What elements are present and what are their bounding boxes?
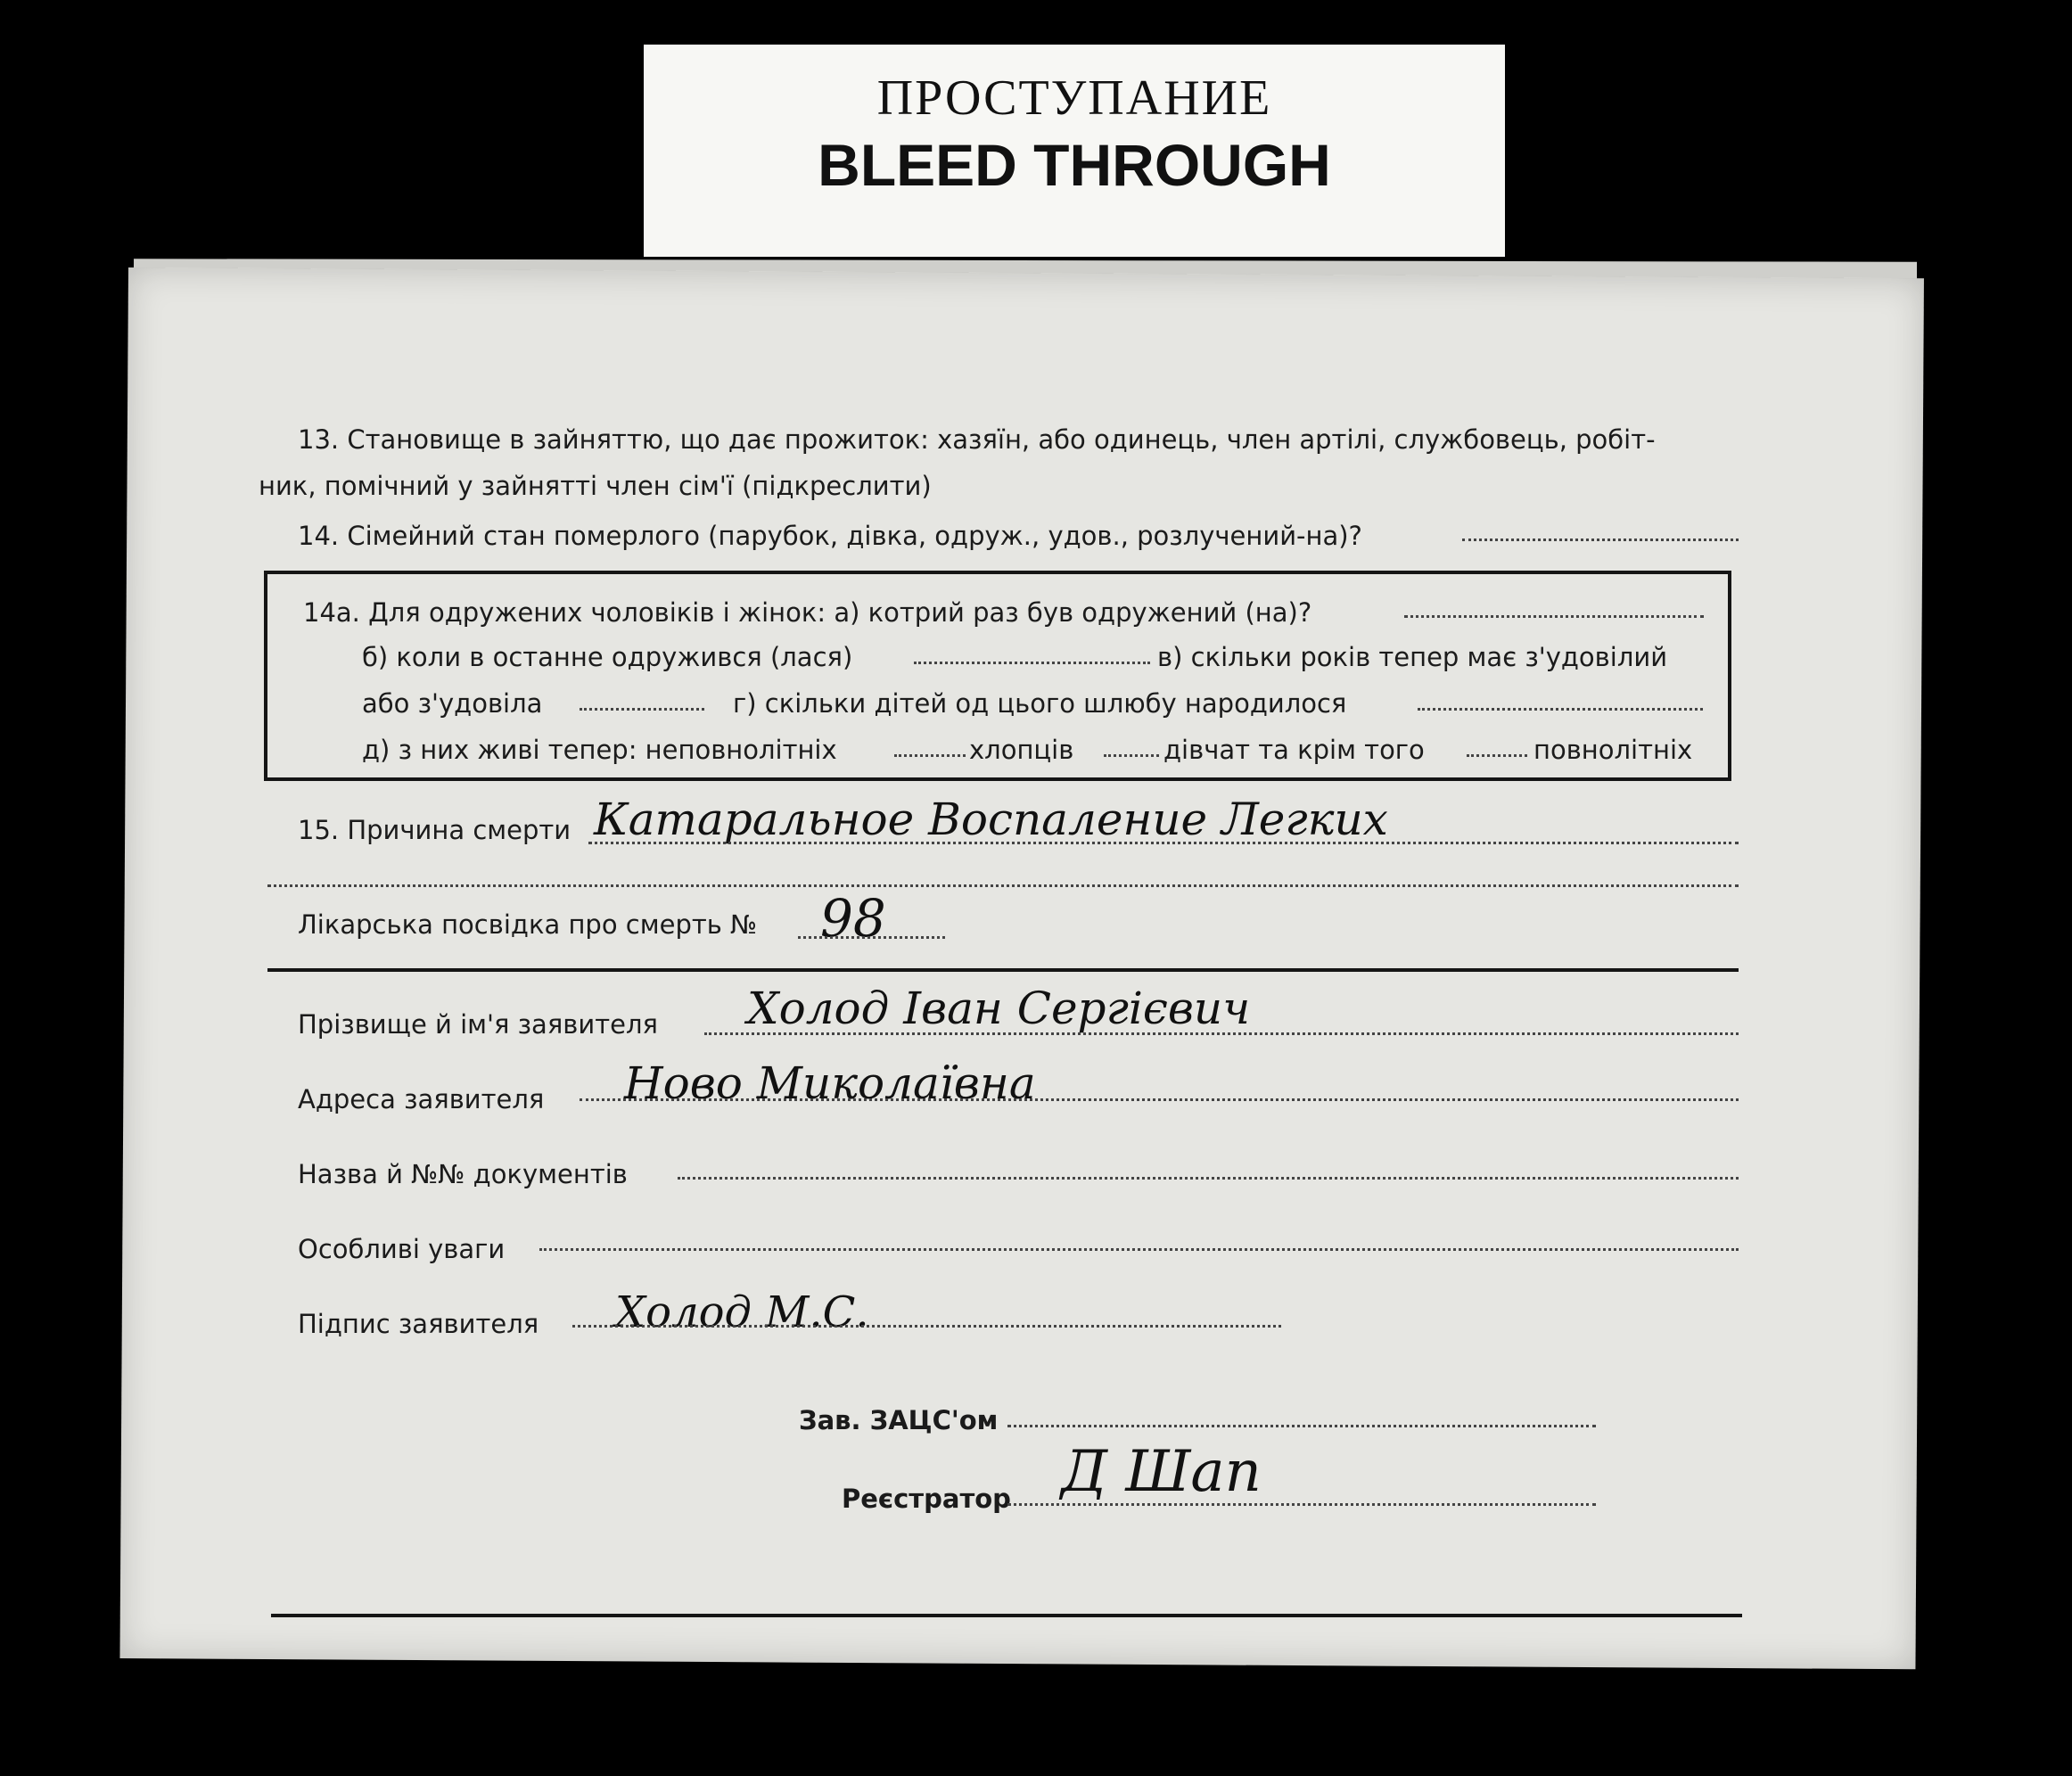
item14a-line4-b: хлопців	[969, 735, 1074, 765]
item14a-line3-answer-b	[1418, 708, 1703, 711]
registrar-signature: Д Шап	[1061, 1439, 1262, 1505]
registrar-label: Реєстратор	[842, 1484, 1011, 1514]
head-signature-line	[1007, 1425, 1596, 1427]
bleed-through-label-card	[644, 45, 1505, 257]
signature-line	[572, 1325, 1281, 1328]
item14-label: 14. Сімейний стан померлого (парубок, дівка, одруж., удов., розлучений-на)?	[298, 521, 1362, 551]
certificate-number-value: 98	[820, 888, 886, 949]
applicant-address-value: Ново Миколаївна	[624, 1057, 1036, 1109]
section-divider-bottom	[271, 1614, 1742, 1617]
item14a-line4-d: повнолітніх	[1533, 735, 1693, 765]
item14a-line3-answer-a	[580, 708, 704, 711]
label-ukrainian: ПРОСТУПАНИЕ	[876, 70, 1272, 126]
certificate-answer-line	[798, 936, 945, 939]
item15-answer-line-1	[588, 842, 1739, 844]
item14a-line4-c: дівчат та крім того	[1163, 735, 1425, 765]
applicant-name-line	[704, 1032, 1739, 1035]
remarks-label: Особливі уваги	[298, 1234, 506, 1264]
item15-answer-line-2	[267, 884, 1739, 887]
item14a-line3-b: г) скільки дітей од цього шлюбу народилося	[733, 688, 1347, 719]
applicant-address-label: Адреса заявителя	[298, 1084, 545, 1114]
signature-label: Підпис заявителя	[298, 1309, 539, 1339]
documents-label: Назва й №№ документів	[298, 1159, 628, 1189]
item14a-line2-answer-a	[914, 662, 1150, 664]
label-english: BLEED THROUGH	[818, 132, 1331, 198]
item14a-line1-answer	[1404, 615, 1704, 618]
item15-handwritten-value: Катаральное Воспаление Легких	[594, 793, 1388, 845]
item14a-line2-a: б) коли в останне одружився (лася)	[362, 642, 853, 672]
remarks-line	[539, 1248, 1739, 1251]
item15-label: 15. Причина смерти	[298, 815, 571, 845]
item14a-line2-b: в) скільки років тепер має з'удовілий	[1157, 642, 1668, 672]
registrar-signature-line	[1007, 1503, 1596, 1506]
item14-answer-line	[1462, 539, 1739, 541]
applicant-name-label: Прізвище й ім'я заявителя	[298, 1009, 658, 1040]
item14a-line4-a: д) з них живі тепер: неповнолітніх	[362, 735, 837, 765]
item14a-line4-answer-b	[1104, 754, 1159, 757]
item14a-line3-a: або з'удовіла	[362, 688, 543, 719]
item13-line1: 13. Становище в зайняттю, що дає прожиток: хазяїн, або одинець, член артілі, службовець, робіт-	[298, 424, 1656, 455]
documents-line	[678, 1177, 1739, 1180]
applicant-name-value: Холод Іван Сергієвич	[747, 983, 1251, 1034]
applicant-address-line	[580, 1098, 1739, 1101]
head-label: Зав. ЗАЦС'ом	[799, 1405, 999, 1435]
section-divider-top	[267, 968, 1739, 972]
item14a-line4-answer-c	[1467, 754, 1527, 757]
applicant-signature-value: Холод М.С.	[615, 1287, 869, 1337]
item13-line2: ник, помічний у зайнятті член сім'ї (підкреслити)	[259, 471, 932, 501]
item14a-line1: 14а. Для одружених чоловіків і жінок: а) котрий раз був одружений (на)?	[303, 597, 1312, 628]
certificate-label: Лікарська посвідка про смерть №	[298, 909, 758, 940]
item14a-line4-answer-a	[894, 754, 966, 757]
